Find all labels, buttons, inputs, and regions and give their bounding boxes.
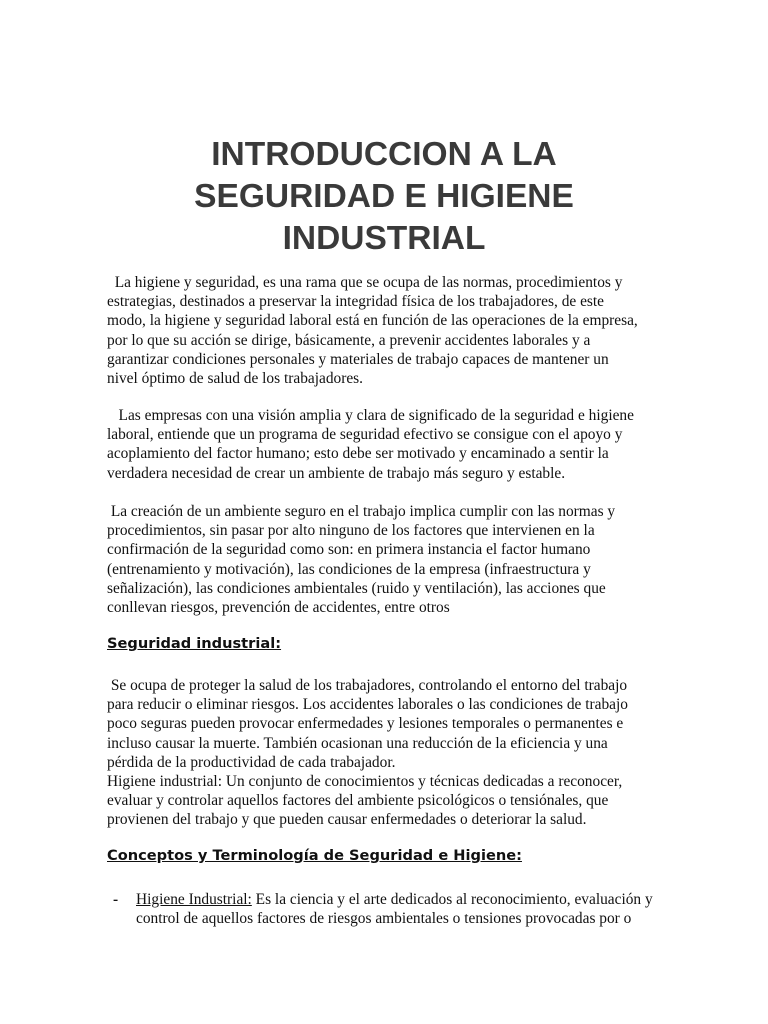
paragraph-line: pérdida de la productividad de cada trabajador. bbox=[107, 753, 396, 771]
paragraph-line: evaluar y controlar aquellos factores del ambiente psicológicos o tensiónales, que bbox=[107, 792, 609, 810]
paragraph-line: acoplamiento del factor humano; esto debe ser motivado y encaminado a sentir la bbox=[107, 445, 609, 463]
paragraph-line: poco seguras pueden provocar enfermedades y lesiones temporales o permanentes e bbox=[107, 715, 624, 733]
bullet-line bbox=[136, 890, 666, 909]
paragraph-line: modo, la higiene y seguridad laboral está en función de las operaciones de la empresa, bbox=[107, 312, 638, 330]
paragraph-line: La creación de un ambiente seguro en el trabajo implica cumplir con las normas y bbox=[107, 503, 616, 520]
paragraph-line: verdadera necesidad de crear un ambiente de trabajo más seguro y estable. bbox=[107, 464, 566, 482]
paragraph-line: (entrenamiento y motivación), las condiciones de la empresa (infraestructura y bbox=[107, 560, 591, 578]
heading-conceptos: Conceptos y Terminología de Seguridad e Higiene: bbox=[107, 847, 522, 864]
paragraph-line: por lo que su acción se dirige, básicamente, a prevenir accidentes laborales y a bbox=[107, 331, 591, 349]
paragraph-intro bbox=[107, 273, 662, 388]
heading-seguridad-industrial: Seguridad industrial: bbox=[107, 635, 282, 652]
paragraph-line: Higiene industrial: Un conjunto de conocimientos y técnicas dedicadas a reconocer, bbox=[107, 773, 623, 791]
paragraph-line: garantizar condiciones personales y materiales de trabajo capaces de mantener un bbox=[107, 350, 609, 368]
title-line: INDUSTRIAL bbox=[282, 220, 486, 257]
bullet-term: Higiene Industrial: bbox=[136, 891, 252, 908]
paragraph-line: conllevan riesgos, prevención de accidentes, entre otros bbox=[107, 599, 450, 617]
paragraph-line: provienen del trabajo y que pueden causar enfermedades o deteriorar la salud. bbox=[107, 811, 587, 829]
paragraph-empresas bbox=[107, 406, 662, 483]
paragraph-ambiente bbox=[107, 502, 662, 617]
title-line: INTRODUCCION A LA bbox=[211, 136, 557, 173]
paragraph-line: laboral, entiende que un programa de seguridad efectivo se consigue con el apoyo y bbox=[107, 426, 623, 444]
paragraph-line: estrategias, destinados a preservar la integridad física de los trabajadores, de este bbox=[107, 293, 605, 311]
paragraph-line: Las empresas con una visión amplia y clara de significado de la seguridad e higiene bbox=[107, 407, 634, 424]
paragraph-line: Se ocupa de proteger la salud de los trabajadores, controlando el entorno del trabajo bbox=[107, 677, 628, 694]
bullet-item-higiene-industrial bbox=[136, 890, 666, 928]
paragraph-seguridad-industrial bbox=[107, 676, 662, 830]
bullet-definition: Es la ciencia y el arte dedicados al reconocimiento, evaluación y bbox=[251, 891, 653, 908]
document-title bbox=[0, 134, 768, 260]
paragraph-line: señalización), las condiciones ambientales (ruido y ventilación), las acciones que bbox=[107, 579, 606, 597]
paragraph-line: confirmación de la seguridad como son: en primera instancia el factor humano bbox=[107, 541, 591, 559]
paragraph-line: La higiene y seguridad, es una rama que se ocupa de las normas, procedimientos y bbox=[107, 274, 623, 291]
bullet-line: control de aquellos factores de riesgos ambientales o tensiones provocadas por o bbox=[136, 910, 632, 928]
paragraph-line: nivel óptimo de salud de los trabajadores. bbox=[107, 370, 364, 388]
title-line: SEGURIDAD E HIGIENE bbox=[194, 178, 574, 215]
paragraph-line: procedimientos, sin pasar por alto ninguno de los factores que intervienen en la bbox=[107, 522, 595, 540]
paragraph-line: para reducir o eliminar riesgos. Los accidentes laborales o las condiciones de trabajo bbox=[107, 696, 628, 714]
bullet-dash: - bbox=[113, 891, 119, 908]
paragraph-line: incluso causar la muerte. También ocasionan una reducción de la eficiencia y una bbox=[107, 734, 608, 752]
